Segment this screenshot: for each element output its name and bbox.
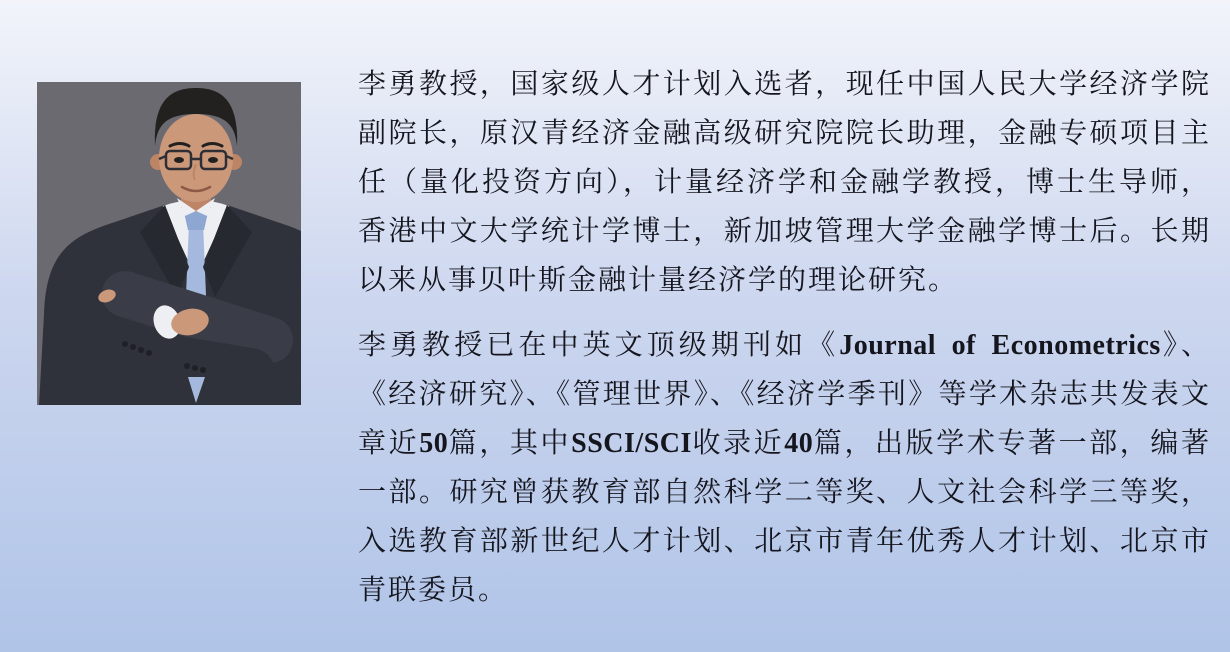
bio-latin-bold-text: Journal of Econometrics <box>839 330 1161 361</box>
professor-portrait-illustration <box>37 82 301 405</box>
bio-cjk-text: 篇，出版学术专著一部，编著一部。研究曾获教育部自然科学二等奖、人文社会科学三等奖，入选教育部新世纪人才计划、北京市青年优秀人才计划、北京市青联委员。 <box>358 428 1211 606</box>
bio-paragraph <box>358 321 1211 615</box>
bio-cjk-text: 收录近 <box>691 428 785 459</box>
bio-cjk-text: 篇，其中 <box>448 428 572 459</box>
bio-latin-bold-text: SSCI/SCI <box>571 428 692 459</box>
bio-cjk-text: 李勇教授已在中英文顶级期刊如《 <box>358 330 840 361</box>
bio-cjk-text: 》、《经济研究》、《管理世界》、《经济学季刊》等学术杂志共发表文章近 <box>358 330 1211 459</box>
professor-photo <box>37 82 301 405</box>
left-eye-shape <box>174 157 184 163</box>
bio-latin-bold-text: 40 <box>784 428 814 459</box>
bio-text <box>358 60 1211 615</box>
bio-latin-bold-text: 50 <box>419 428 449 459</box>
bio-paragraph <box>358 60 1211 305</box>
bio-cjk-text: 李勇教授，国家级人才计划入选者，现任中国人民大学经济学院副院长，原汉青经济金融高级研究院院长助理，金融专硕项目主任（量化投资方向），计量经济学和金融学教授，博士生导师，香港中文大学统计学博士，新加坡管理大学金融学博士后。长期以来从事贝叶斯金融计量经济学的理论研究。 <box>358 69 1211 296</box>
lower-forearm-shape <box>69 342 251 372</box>
right-eye-shape <box>208 157 218 163</box>
